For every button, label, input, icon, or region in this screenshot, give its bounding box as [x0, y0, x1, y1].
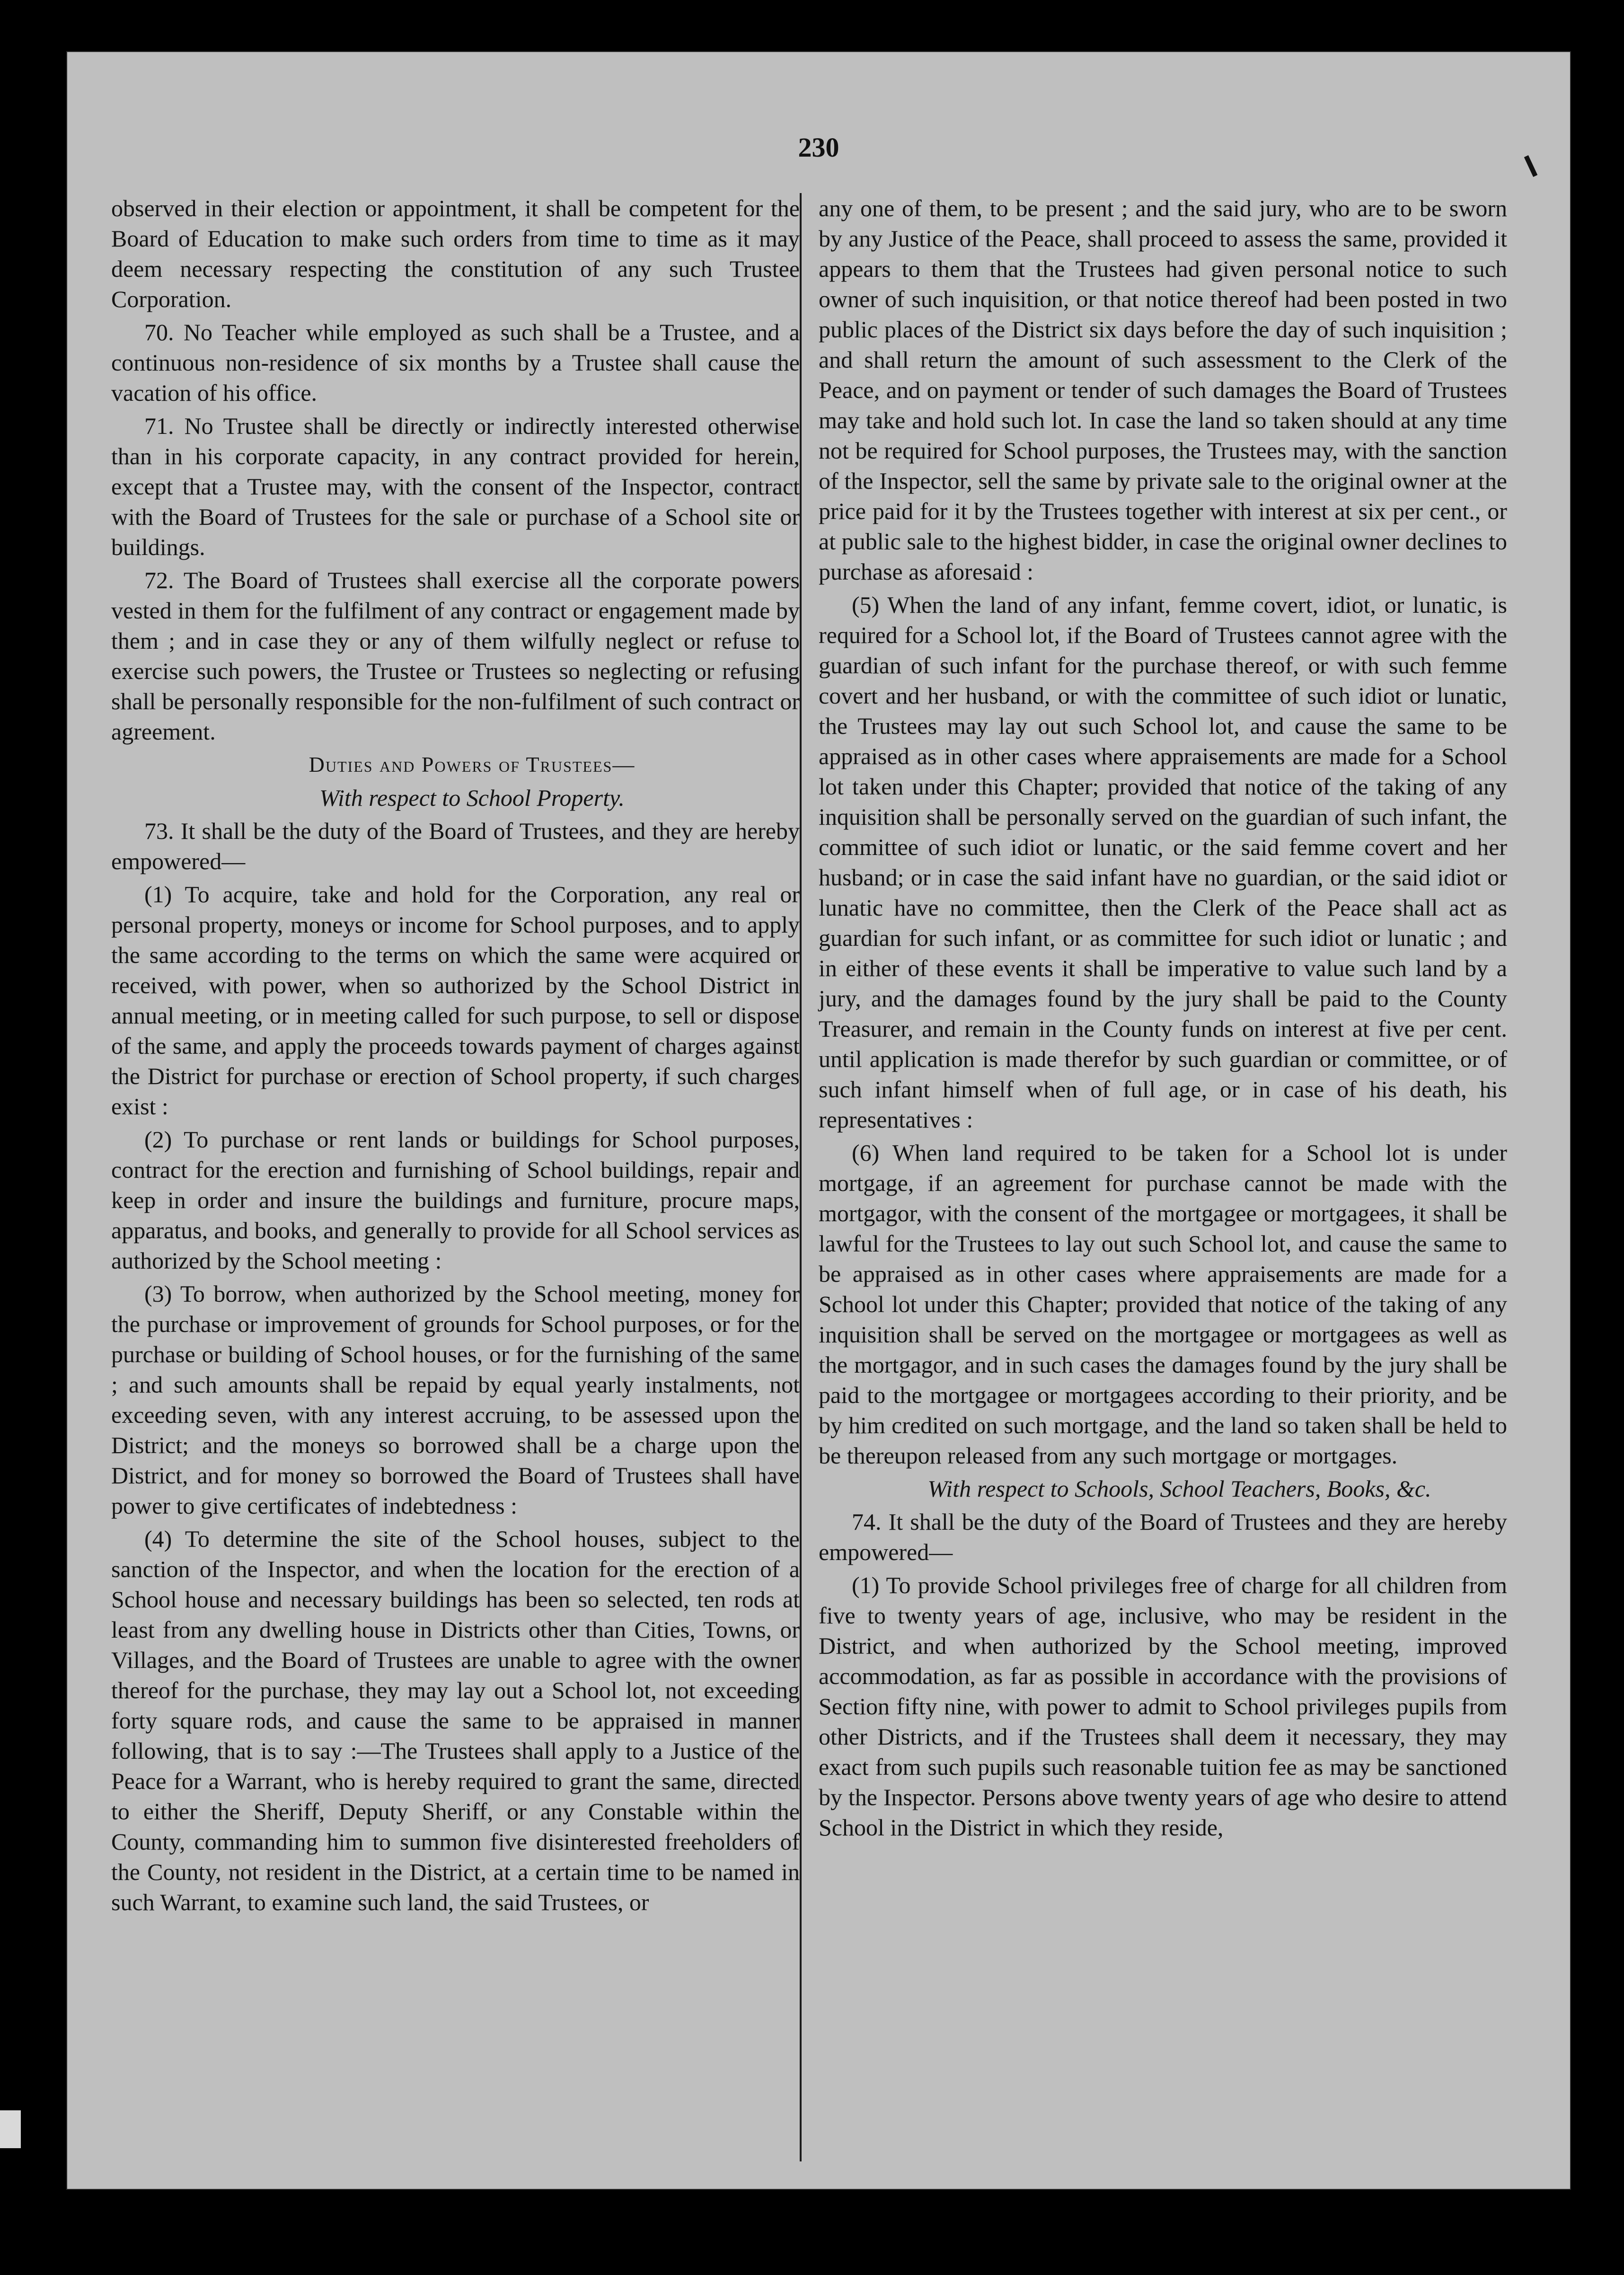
clause-73-5: (5) When the land of any infant, femme covert, idiot, or lunatic, is required for a School lot, if the Board of Trustees cannot agree with the guardian of such infant for the purchase thereof, or with such femme covert and her husband, or with the committee of such idiot or lunatic, the Trustees may lay out such School lot, and cause the same to be appraised as in other cases where appraisements are made for a School lot taken under this Chapter; provided that notice of the taking of any inquisition shall be personally served on the guardian of such infant, the committee of such idiot or lunatic, or the said femme covert and her husband; or in case the said infant have no guardian, or the said idiot or lunatic have no committee, then the Clerk of the Peace shall act as guardian for such infant, or as committee for such idiot or lunatic ; and in either of these events it shall be imperative to value such land by a jury, and the damages found by the jury shall be paid to the County Treasurer, and remain in the County funds on interest at five per cent. until application is made therefor by such guardian or committee, or of such infant himself when of full age, or in case of his death, his representatives :	[819, 591, 1507, 1133]
section-70: 70. No Teacher while employed as such shall be a Trustee, and a continuous non-residence of six months by a Trustee shall cause the vacation of his office.	[111, 319, 800, 406]
section-71: 71. No Trustee shall be directly or indirectly interested otherwise than in his corporate capacity, in any contract provided for herein, except that a Trustee may, with the consent of the Inspector, contract with the Board of Trustees for the sale or purchase of a School site or buildings.	[111, 413, 800, 560]
paragraph-continuation: any one of them, to be present ; and the said jury, who are to be sworn by any Justice of the Peace, shall proceed to assess the same, provided it appears to them that the Trustees had given personal notice to such owner of such inquisition, or that notice thereof had been posted in two public places of the District six days before the day of such inquisition ; and shall return the amount of such assessment to the Clerk of the Peace, and on payment or tender of such damages the Board of Trustees may take and hold such lot. In case the land so taken should at any time not be required for School purposes, the Trustees may, with the sanction of the Inspector, sell the same by private sale to the original owner at the price paid for it by the Trustees together with interest at six per cent., or at public sale to the highest bidder, in case the original owner declines to purchase as aforesaid :	[819, 195, 1507, 585]
section-heading: Duties and Powers of Trustees—	[309, 752, 635, 776]
clause-74-1: (1) To provide School privileges free of charge for all children from five to twenty years of age, inclusive, who may be resident in the District, and when authorized by the School meeting, improved accommodation, as far as possible in accordance with the provisions of Section fifty nine, with power to admit to School privileges pupils from other Districts, and if the Trustees shall deem it necessary, they may exact from such pupils such reasonable tuition fee as may be sanctioned by the Inspector. Persons above twenty years of age who desire to attend School in the District in which they reside,	[819, 1572, 1507, 1841]
column-divider	[800, 193, 802, 2161]
section-72: 72. The Board of Trustees shall exercise all the corporate powers vested in them for the fulfilment of any contract or engagement made by them ; and in case they or any of them wilfully neglect or refuse to exercise such powers, the Trustee or Trustees so neglecting or refusing shall be personally responsible for the non-fulfilment of such contract or agreement.	[111, 567, 800, 745]
section-74: 74. It shall be the duty of the Board of Trustees and they are hereby empowered—	[819, 1508, 1507, 1565]
clause-73-4: (4) To determine the site of the School houses, subject to the sanction of the Inspector, and when the location for the erection of a School house and necessary buildings has been so selected, ten rods at least from any dwelling house in Districts other than Cities, Towns, or Villages, and the Board of Trustees are unable to agree with the owner thereof for the purchase, they may lay out a School lot, not exceeding forty square rods, and cause the same to be appraised in manner following, that is to say :—The Trustees shall apply to a Justice of the Peace for a Warrant, who is hereby required to grant the same, directed to either the Sheriff, Deputy Sheriff, or any Constable within the County, commanding him to summon five disinterested freeholders of the County, not resident in the District, at a certain time to be named in such Warrant, to examine such land, the said Trustees, or	[111, 1525, 800, 1915]
page-number: 230	[798, 132, 839, 163]
scan-edge	[0, 2110, 21, 2148]
clause-73-3: (3) To borrow, when authorized by the School meeting, money for the purchase or improvement of grounds for School purposes, or for the purchase or building of School houses, or for the furnishing of the same ; and such amounts shall be repaid by equal yearly instalments, not exceeding seven, with any interest accruing, to be assessed upon the District; and the moneys so borrowed shall be a charge upon the District, and for money so borrowed the Board of Trustees shall have power to give certificates of indebtedness :	[111, 1280, 800, 1519]
scanned-page	[66, 51, 1571, 2190]
section-73: 73. It shall be the duty of the Board of Trustees, and they are hereby empowered—	[111, 818, 800, 874]
clause-73-6: (6) When land required to be taken for a School lot is under mortgage, if an agreement for purchase cannot be made with the mortgagor, with the consent of the mortgagee or mortgagees, it shall be lawful for the Trustees to lay out such School lot, and cause the same to be appraised as in other cases where appraisements are made for a School lot under this Chapter; provided that notice of the taking of any inquisition shall be served on the mortgagee or mortgagees as well as the mortgagor, and in such cases the damages found by the jury shall be paid to the mortgagee or mortgagees according to their priority, and be by him credited on such mortgage, and the land so taken shall be held to be thereupon released from any such mortgage or mortgages.	[819, 1139, 1507, 1469]
clause-73-2: (2) To purchase or rent lands or buildings for School purposes, contract for the erection and furnishing of School buildings, repair and keep in order and insure the buildings and furniture, procure maps, apparatus, and books, and generally to provide for all School services as authorized by the School meeting :	[111, 1126, 800, 1274]
paragraph-continuation: observed in their election or appointment, it shall be competent for the Board of Education to make such orders from time to time as it may deem necessary respecting the constitution of any such Trustee Corporation.	[111, 195, 800, 312]
left-column	[111, 193, 800, 2147]
right-column	[819, 193, 1507, 2147]
section-subheading: With respect to School Property.	[319, 785, 625, 811]
section-subheading: With respect to Schools, School Teachers, Books, &c.	[927, 1475, 1431, 1502]
clause-73-1: (1) To acquire, take and hold for the Corporation, any real or personal property, moneys or income for School purposes, and to apply the same according to the terms on which the same were acquired or received, with power, when so authorized by the School District in annual meeting, or in meeting called for such purpose, to sell or dispose of the same, and apply the proceeds towards payment of charges against the District for purchase or erection of School property, if such charges exist :	[111, 881, 800, 1120]
